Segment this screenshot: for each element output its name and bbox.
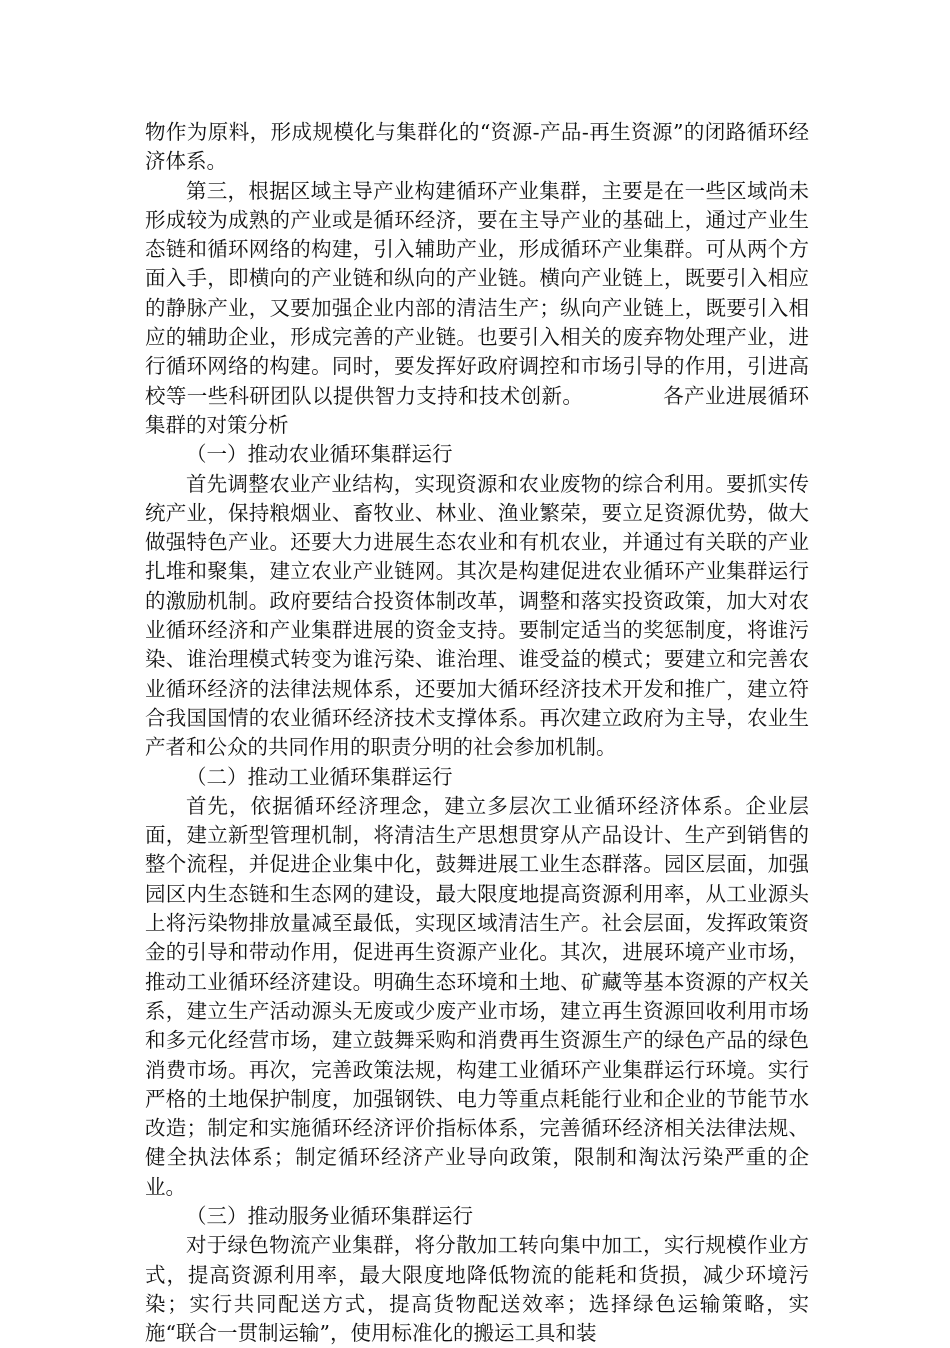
heading-service: （三）推动服务业循环集群运行 bbox=[186, 1203, 473, 1228]
paragraph-agriculture: 首先调整农业产业结构，实现资源和农业废物的综合利用。要抓实传统产业，保持粮烟业、畜牧业、林业、渔业繁荣，要立足资源优势，做大做强特色产业。还要大力进展生态农业和有机农业，并通过有关联的产业扎堆和聚集，建立农业产业链网。其次是构建促进农业循环产业集群运行的激励机制。政府要结合投资体制改革，调整和落实投资政策，加大对农业循环经济和产业集群进展的资金支持。要制定适当的奖惩制度，将谁污染、谁治理模式转变为谁污染、谁治理、谁受益的模式；要建立和完善农业循环经济的法律法规体系，还要加大循环经济技术开发和推广，建立符合我国国情的农业循环经济技术支撑体系。再次建立政府为主导，农业生产者和公众的共同作用的职责分明的社会参加机制。 bbox=[145, 471, 809, 760]
section-title: 各产业进展循环集群的对策分析 bbox=[145, 383, 810, 437]
heading-industry: （二）推动工业循环集群运行 bbox=[186, 764, 453, 789]
heading-agriculture: （一）推动农业循环集群运行 bbox=[186, 442, 453, 467]
paragraph-service: 对于绿色物流产业集群，将分散加工转向集中加工，实行规模作业方式，提高资源利用率，最大限度地降低物流的能耗和货损，减少环境污染；实行共同配送方式，提高货物配送效率；选择绿色运输策略，实施“联合一贯制运输”，使用标准化的搬运工具和装 bbox=[145, 1233, 809, 1346]
paragraph-third-text: 第三，根据区域主导产业构建循环产业集群，主要是在一些区域尚未形成较为成熟的产业或是循环经济，要在主导产业的基础上，通过产业生态链和循环网络的构建，引入辅助产业，形成循环产业集群。可从两个方面入手，即横向的产业链和纵向的产业链。横向产业链上，既要引入相应的静脉产业，又要加强企业内部的清洁生产；纵向产业链上，既要引入相应的辅助企业，形成完善的产业链。也要引入相关的废弃物处理产业，进行循环网络的构建。同时，要发挥好政府调控和市场引导的作用，引进高校等一些科研团队以提供智力支持和技术创新。 bbox=[145, 178, 809, 408]
paragraph-industry: 首先，依据循环经济理念，建立多层次工业循环经济体系。企业层面，建立新型管理机制，将清洁生产思想贯穿从产品设计、生产到销售的整个流程，并促进企业集中化，鼓舞进展工业生态群落。园区层面，加强园区内生态链和生态网的建设，最大限度地提高资源利用率，从工业源头上将污染物排放量减至最低，实现区域清洁生产。社会层面，发挥政策资金的引导和带动作用，促进再生资源产业化。其次，进展环境产业市场，推动工业循环经济建设。明确生态环境和土地、矿藏等基本资源的产权关系，建立生产活动源头无废或少废产业市场，建立再生资源回收利用市场和多元化经营市场，建立鼓舞采购和消费再生资源生产的绿色产品的绿色消费市场。再次，完善政策法规，构建工业循环产业集群运行环境。实行严格的土地保护制度，加强钢铁、电力等重点耗能行业和企业的节能节水改造；制定和实施循环经济评价指标体系，完善循环经济相关法律法规、健全执法体系；制定循环经济产业导向政策，限制和淘汰污染严重的企业。 bbox=[145, 793, 809, 1199]
document-page bbox=[145, 118, 809, 1348]
paragraph-third bbox=[145, 177, 809, 441]
paragraph-intro: 物作为原料，形成规模化与集群化的“资源-产品-再生资源”的闭路循环经济体系。 bbox=[145, 120, 809, 174]
